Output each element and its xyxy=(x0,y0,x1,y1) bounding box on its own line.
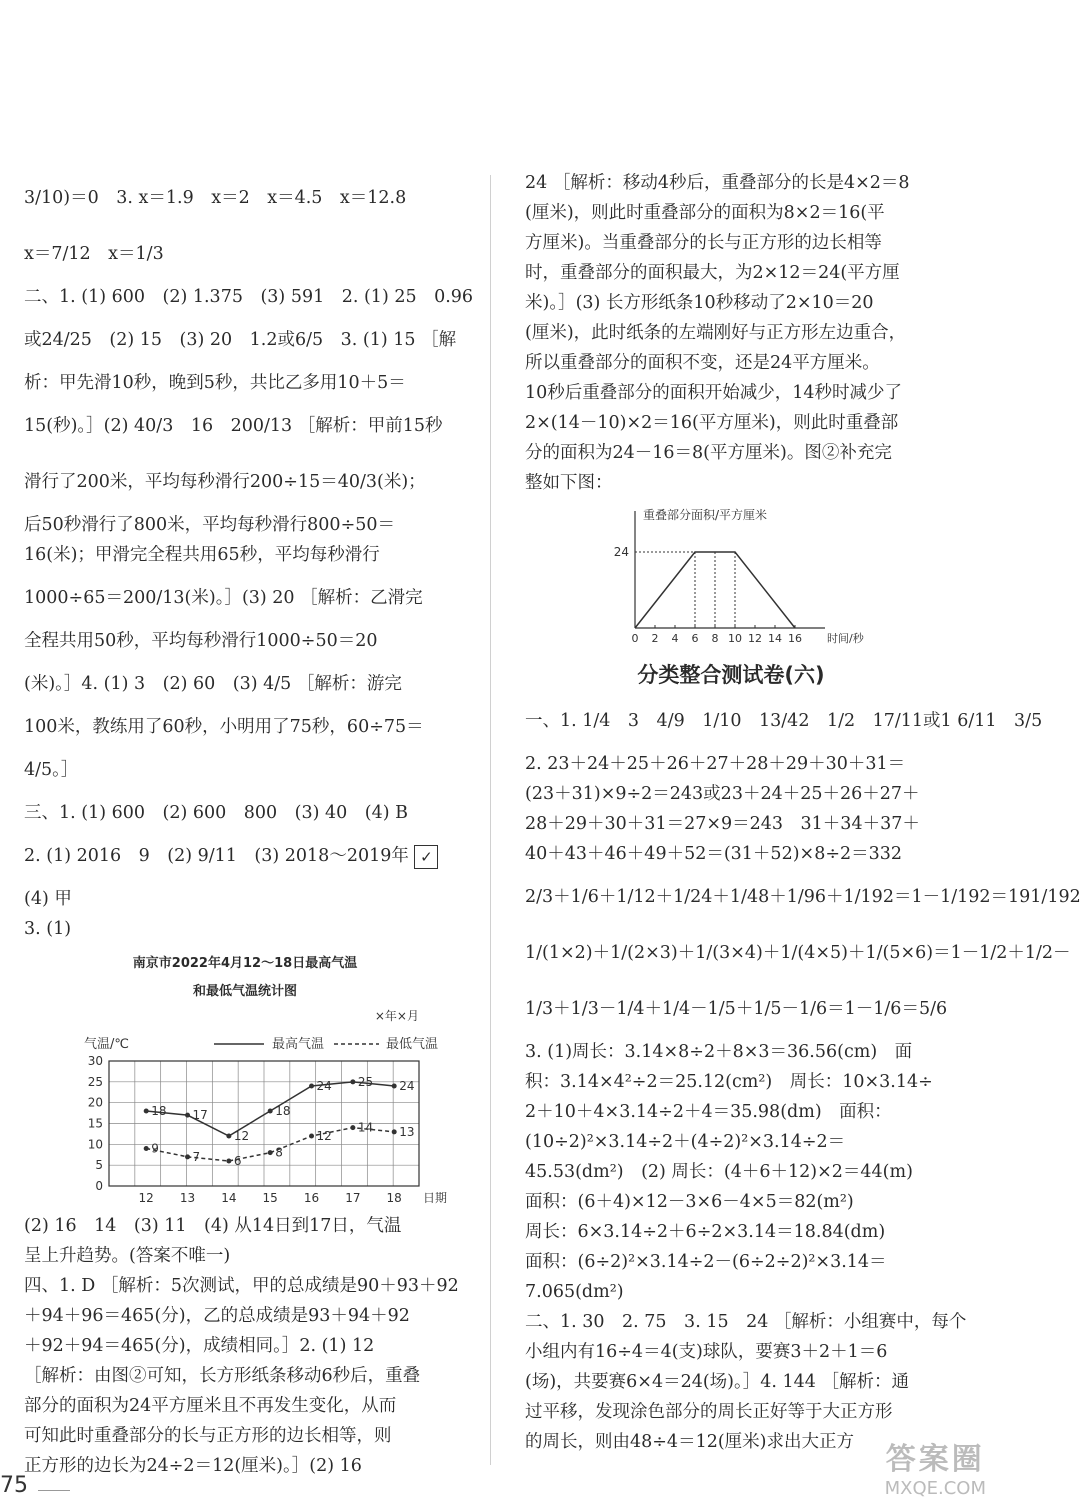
x-axis-label: 日期 xyxy=(423,1191,448,1205)
answer-text: 2. (1) 2016 9 (2) 9/11 (3) 2018～2019年 xyxy=(24,846,409,866)
answer-line: 二、1. 30 2. 75 3. 15 24 ［解析：小组赛中，每个 xyxy=(525,1312,967,1332)
x-tick-label: 17 xyxy=(345,1191,361,1205)
y-tick-label: 0 xyxy=(95,1179,103,1193)
answer-line: 米)。］(3) 长方形纸条10秒移动了2×10＝20 xyxy=(525,293,874,313)
data-label: 14 xyxy=(357,1120,374,1135)
data-label: 6 xyxy=(233,1154,242,1168)
data-label: 12 xyxy=(233,1129,250,1143)
y-tick-label: 20 xyxy=(87,1095,103,1110)
answer-line: 时，重叠部分的面积最大，为2×12＝24(平方厘 xyxy=(525,263,900,283)
data-point xyxy=(268,1150,273,1155)
answer-line: 7.065(dm²) xyxy=(525,1282,624,1302)
legend-label: 最低气温 xyxy=(386,1037,439,1052)
answer-line: 24 ［解析：移动4秒后，重叠部分的长是4×2＝8 xyxy=(525,173,910,193)
answer-line: 2＋10＋4×3.14÷2＋4＝35.98(dm) 面积： xyxy=(525,1102,892,1122)
answer-line: 1/(1×2)＋1/(2×3)＋1/(3×4)＋1/(4×5)＋1/(5×6)＝1－1/2＋1/2－ xyxy=(525,943,1071,963)
overlap-area-chart xyxy=(525,498,937,648)
answer-line: 或24/25 (2) 15 (3) 20 1.2或6/5 3. (1) 15 ［解 xyxy=(24,330,457,350)
chart-title-line1: 南京市2022年4月12～18日最高气温 xyxy=(132,956,358,971)
y-axis-label: 气温/℃ xyxy=(84,1037,129,1052)
x-tick-label: 0 xyxy=(631,632,639,645)
x-tick-label: 15 xyxy=(262,1191,278,1205)
answer-line: 整如下图： xyxy=(525,473,613,493)
answer-line: 100米，教练用了60秒，小明用了75秒，60÷75＝ xyxy=(24,717,424,737)
answer-line: x＝7/12 x＝1/3 xyxy=(24,244,164,264)
data-label: 12 xyxy=(316,1129,332,1143)
data-point xyxy=(268,1109,273,1114)
answer-line: 面积：(6÷2)²×3.14÷2－(6÷2÷2)²×3.14＝ xyxy=(525,1252,887,1272)
data-point xyxy=(144,1146,149,1151)
y-axis-label: 重叠部分面积/平方厘米 xyxy=(643,508,768,522)
x-axis-label: 时间/秒 xyxy=(827,632,864,645)
temperature-line-chart xyxy=(24,1006,464,1206)
answer-line: 4/5。］ xyxy=(24,760,79,780)
answer-line: 全程共用50秒，平均每秒滑行1000÷50＝20 xyxy=(24,631,378,651)
answer-line: 40＋43＋46＋49＋52＝(31＋52)×8÷2＝332 xyxy=(525,844,903,864)
x-tick-label: 2 xyxy=(651,632,659,645)
x-tick-label: 18 xyxy=(386,1191,402,1205)
data-point xyxy=(144,1109,149,1114)
answer-line: 16(米)；甲滑完全程共用65秒，平均每秒滑行 xyxy=(24,545,380,565)
answer-line: 2×(14－10)×2＝16(平方厘米)，则此时重叠部 xyxy=(525,413,899,433)
answer-line: ［解析：由图②可知，长方形纸条移动6秒后，重叠 xyxy=(24,1366,421,1386)
watermark-main: 答案圈 xyxy=(885,1442,985,1477)
answer-line: (2) 16 14 (3) 11 (4) 从14日到17日，气温 xyxy=(24,1216,402,1236)
answer-line: 小组内有16÷4＝4(支)球队，要赛3＋2＋1＝6 xyxy=(525,1342,888,1362)
x-tick-label: 13 xyxy=(179,1191,196,1205)
right-column xyxy=(525,168,1081,1457)
legend-label: 最高气温 xyxy=(272,1037,325,1052)
data-point xyxy=(392,1084,397,1089)
y-tick-label: 10 xyxy=(87,1137,103,1152)
answer-line: 面积：(6＋4)×12－3×6－4×5＝82(m²) xyxy=(525,1192,854,1212)
data-label: 7 xyxy=(192,1149,201,1164)
data-point xyxy=(350,1125,355,1130)
chart-title-line2: 和最低气温统计图 xyxy=(192,984,297,999)
answer-line: 2. 23＋24＋25＋26＋27＋28＋29＋30＋31＝ xyxy=(525,754,906,774)
x-tick-label: 14 xyxy=(768,632,782,645)
data-label: 8 xyxy=(275,1145,283,1160)
answer-line: 45.53(dm²) (2) 周长：(4＋6＋12)×2＝44(m) xyxy=(525,1162,913,1182)
x-tick-label: 4 xyxy=(671,632,679,645)
answer-line: 1000÷65＝200/13(米)。］(3) 20 ［解析：乙滑完 xyxy=(24,588,423,608)
y-tick-label: 5 xyxy=(95,1158,103,1173)
y-tick-label: 30 xyxy=(87,1054,103,1068)
answer-line: ＋92＋94＝465(分)，成绩相同。］2. (1) 12 xyxy=(24,1336,375,1356)
data-label: 25 xyxy=(357,1074,374,1089)
answer-line: (厘米)，此时纸条的左端刚好与正方形左边重合， xyxy=(525,323,907,343)
answer-line: 析：甲先滑10秒，晚到5秒，共比乙多用10＋5＝ xyxy=(24,373,406,393)
answer-line: 周长：6×3.14÷2＋6÷2×3.14＝18.84(dm) xyxy=(525,1222,886,1242)
data-label: 18 xyxy=(151,1104,167,1118)
answer-line: 可知此时重叠部分的长与正方形的边长相等，则 xyxy=(24,1426,392,1446)
x-tick-label: 16 xyxy=(303,1191,320,1205)
data-point xyxy=(309,1084,314,1089)
answer-line: (23＋31)×9÷2＝243或23＋24＋25＋26＋27＋ xyxy=(525,784,920,804)
answer-line: 过平移，发现涂色部分的周长正好等于大正方形 xyxy=(525,1402,893,1422)
y-tick-label: 15 xyxy=(87,1116,103,1131)
y-tick-label: 24 xyxy=(613,545,629,559)
column-divider xyxy=(490,175,491,1465)
data-label: 9 xyxy=(151,1141,159,1156)
answer-line: 滑行了200米，平均每秒滑行200÷15＝40/3(米)； xyxy=(24,472,426,492)
temperature-chart-block xyxy=(24,950,466,1211)
answer-line: 1/3＋1/3－1/4＋1/4－1/5＋1/5－1/6＝1－1/6＝5/6 xyxy=(525,999,948,1019)
answer-line: 2/3＋1/6＋1/12＋1/24＋1/48＋1/96＋1/192＝1－1/192＝191/192 xyxy=(525,887,1081,907)
data-point xyxy=(309,1134,314,1139)
x-tick-label: 16 xyxy=(788,632,802,645)
x-tick-label: 12 xyxy=(748,632,762,645)
answer-line: 3. (1) xyxy=(24,919,72,939)
data-point xyxy=(226,1159,231,1164)
x-tick-label: 14 xyxy=(221,1191,237,1205)
answer-line: 三、1. (1) 600 (2) 600 800 (3) 40 (4) B xyxy=(24,803,408,823)
answer-line: ＋94＋96＝465(分)，乙的总成绩是93＋94＋92 xyxy=(24,1306,410,1326)
page-number: 75 xyxy=(0,1473,28,1498)
answer-line: (10÷2)²×3.14÷2＋(4÷2)²×3.14÷2＝ xyxy=(525,1132,846,1152)
answer-line: 四、1. D ［解析：5次测试，甲的总成绩是90＋93＋92 xyxy=(24,1276,459,1296)
data-label: 17 xyxy=(192,1108,208,1123)
left-column xyxy=(24,170,474,1481)
answer-line xyxy=(24,828,466,884)
x-tick-label: 6 xyxy=(691,632,699,645)
check-box: ✓ xyxy=(414,845,438,869)
answer-line: 呈上升趋势。(答案不唯一) xyxy=(24,1246,231,1266)
data-label: 24 xyxy=(316,1079,332,1093)
answer-line: 28＋29＋30＋31＝27×9＝243 31＋34＋37＋ xyxy=(525,814,920,834)
answer-line: 积：3.14×4²÷2＝25.12(cm²) 周长：10×3.14÷ xyxy=(525,1072,933,1092)
data-label: 18 xyxy=(275,1104,291,1118)
answer-line: 3/10)＝0 3. x＝1.9 x＝2 x＝4.5 x＝12.8 xyxy=(24,188,407,208)
answer-line: 15(秒)。］(2) 40/3 16 200/13 ［解析：甲前15秒 xyxy=(24,416,443,436)
answer-line: (场)，共要赛6×4＝24(场)。］4. 144 ［解析：通 xyxy=(525,1372,909,1392)
answer-line: 二、1. (1) 600 (2) 1.375 (3) 591 2. (1) 25 0.96 xyxy=(24,287,474,307)
y-tick-label: 25 xyxy=(87,1074,103,1089)
x-tick-label: 10 xyxy=(728,632,742,645)
answer-line: 3. (1)周长：3.14×8÷2＋8×3＝36.56(cm) 面 xyxy=(525,1042,913,1062)
answer-line: 正方形的边长为24÷2＝12(厘米)。］(2) 16 xyxy=(24,1456,362,1476)
data-point xyxy=(392,1129,397,1134)
answer-line: 部分的面积为24平方厘米且不再发生变化，从而 xyxy=(24,1396,397,1416)
data-point xyxy=(185,1154,190,1159)
answer-line: 方厘米)。当重叠部分的长与正方形的边长相等 xyxy=(525,233,882,253)
answer-line: 后50秒滑行了800米，平均每秒滑行800÷50＝ xyxy=(24,515,396,535)
data-point xyxy=(350,1079,355,1084)
date-note: ×年×月 xyxy=(374,1009,419,1023)
data-label: 24 xyxy=(399,1079,415,1093)
answer-line: (4) 甲 xyxy=(24,889,72,909)
answer-line: 的周长，则由48÷4＝12(厘米)求出大正方 xyxy=(525,1432,854,1452)
answer-line: (厘米)，则此时重叠部分的面积为8×2＝16(平 xyxy=(525,203,885,223)
answer-line: 分的面积为24－16＝8(平方厘米)。图②补充完 xyxy=(525,443,892,463)
data-label: 13 xyxy=(399,1124,415,1139)
answer-line: 所以重叠部分的面积不变，还是24平方厘米。 xyxy=(525,353,880,373)
data-point xyxy=(185,1113,190,1118)
page-number-rule xyxy=(38,1490,70,1491)
x-tick-label: 12 xyxy=(138,1191,154,1205)
watermark-url: MXQE.COM xyxy=(884,1478,986,1499)
watermark xyxy=(885,1434,986,1499)
section-title: 分类整合测试卷(六) xyxy=(637,663,825,687)
x-tick-label: 8 xyxy=(711,632,719,645)
data-point xyxy=(226,1134,231,1139)
answer-line: (米)。］4. (1) 3 (2) 60 (3) 4/5 ［解析：游完 xyxy=(24,674,402,694)
answer-line: 10秒后重叠部分的面积开始减少，14秒时减少了 xyxy=(525,383,903,403)
answer-line: 一、1. 1/4 3 4/9 1/10 13/42 1/2 17/11或1 6/11 3/5 xyxy=(525,711,1043,731)
